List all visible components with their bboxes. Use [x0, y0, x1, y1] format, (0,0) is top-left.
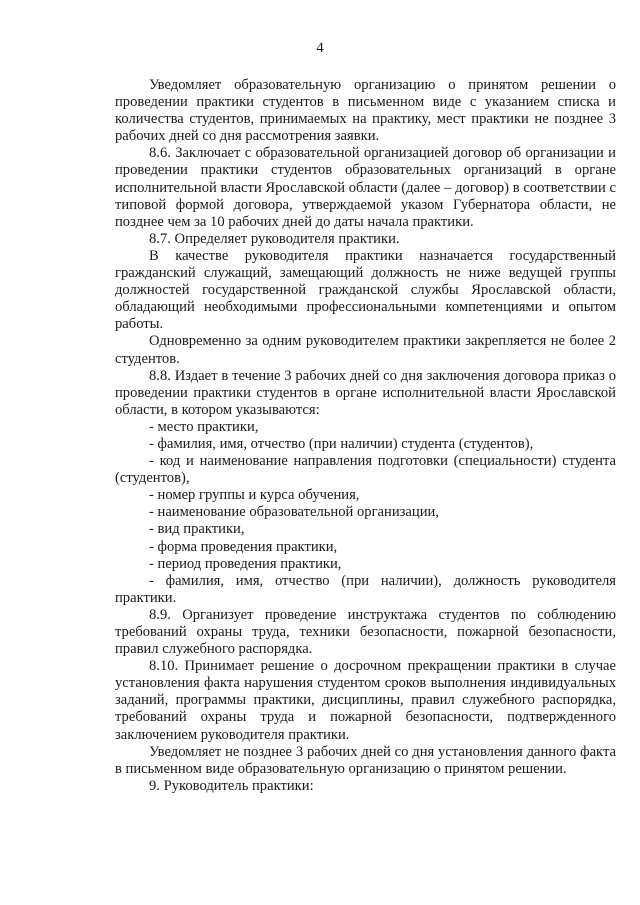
list-item: - место практики, [149, 418, 259, 435]
list-item: - фамилия, имя, отчество (при наличии), должность руководителя практики. [115, 572, 616, 606]
paragraph-8-6: 8.6. Заключает с образовательной организацией договор об организации и проведении практики студентов образовательных организаций в органе исполнительной власти Ярославской области (далее – договор) в соответствии с типовой формой договора, утверждаемой указом Губернатора области, не позднее чем за 10 рабочих дней до даты начала практики. [115, 145, 616, 230]
document-body [115, 77, 616, 795]
paragraph-8-7: 8.7. Определяет руководителя практики. [149, 230, 400, 247]
list-item: - код и наименование направления подготовки (специальности) студента (студентов), [115, 453, 616, 487]
list-item: - вид практики, [149, 521, 245, 538]
paragraph-9: 9. Руководитель практики: [149, 777, 314, 794]
paragraph-supervisor-appointment: В качестве руководителя практики назначается государственный гражданский служащий, замещающий должность не ниже ведущей группы должностей государственной гражданской службы Ярославской области, обладающий необходимыми профессиональными компетенциями и опытом работы. [115, 247, 616, 333]
list-item: - номер группы и курса обучения, [149, 487, 360, 504]
paragraph-8-9: 8.9. Организует проведение инструктажа студентов по соблюдению требований охраны труда, техники безопасности, пожарной безопасности, правил служебного распорядка. [115, 606, 616, 658]
paragraph-8-8: 8.8. Издает в течение 3 рабочих дней со дня заключения договора приказ о проведении практики студентов в органе исполнительной власти Ярославской области, в котором указываются: [115, 367, 616, 418]
paragraph-notify-decision: Уведомляет образовательную организацию о принятом решении о проведении практики студентов в письменном виде с указанием списка и количества студентов, принимаемых на практику, мест практики не позднее 3 рабочих дней со дня рассмотрения заявки. [115, 77, 616, 145]
paragraph-8-10: 8.10. Принимает решение о досрочном прекращении практики в случае установления факта нарушения студентом сроков выполнения индивидуальных заданий, программы практики, дисциплины, правил служебного распорядка, требований охраны труда и пожарной безопасности, подтвержденного заключением руководителя практики. [115, 658, 616, 743]
paragraph-notify-termination: Уведомляет не позднее 3 рабочих дней со дня установления данного факта в письменном виде образовательную организацию о принятом решении. [115, 743, 616, 777]
list-item: - форма проведения практики, [149, 538, 338, 555]
paragraph-student-limit: Одновременно за одним руководителем практики закрепляется не более 2 студентов. [115, 333, 616, 367]
list-item: - наименование образовательной организации, [149, 504, 439, 521]
page-number: 4 [316, 40, 324, 56]
list-item: - фамилия, имя, отчество (при наличии) студента (студентов), [149, 435, 534, 452]
list-item: - период проведения практики, [149, 555, 342, 572]
